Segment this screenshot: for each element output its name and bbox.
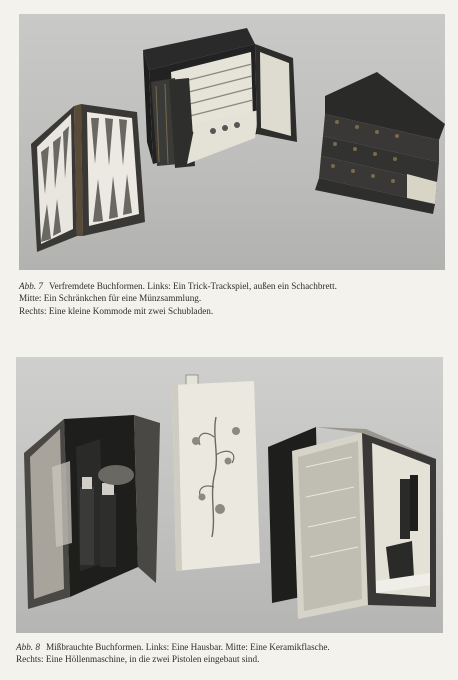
figure-8-caption-text-1: Mißbrauchte Buchformen. Links: Eine Hausbar. Mitte: Eine Keramikflasche. [46, 642, 330, 652]
figure-8-illustration [16, 357, 443, 633]
figure-8-caption-line-1 [16, 641, 330, 653]
figure-7-caption-line-2: Mitte: Ein Schränkchen für eine Münzsammlung. [19, 293, 202, 304]
figure-7-photo [19, 14, 445, 270]
figure-8-caption-line-2: Rechts: Eine Höllenmaschine, in die zwei Pistolen eingebaut sind. [16, 654, 260, 665]
figure-7-caption-line-1 [19, 280, 337, 292]
figure-7-caption-line-3: Rechts: Eine kleine Kommode mit zwei Schubladen. [19, 305, 214, 316]
infernal-machine-book [268, 427, 436, 619]
coin-cabinet-book [143, 28, 297, 168]
drawer-chest-books [315, 72, 445, 214]
figure-7-caption-text-1: Verfremdete Buchformen. Links: Ein Trick-Trackspiel, außen ein Schachbrett. [49, 281, 337, 291]
figure-7-illustration [19, 14, 445, 270]
home-bar-book [24, 415, 160, 609]
figure-7-label: Abb. 7 [19, 281, 43, 291]
figure-8-caption [16, 641, 330, 666]
figure-8-label: Abb. 8 [16, 642, 40, 652]
figure-8-photo [16, 357, 443, 633]
backgammon-book [31, 104, 145, 252]
figure-7-caption [19, 280, 337, 317]
ceramic-flask-book [172, 375, 260, 571]
